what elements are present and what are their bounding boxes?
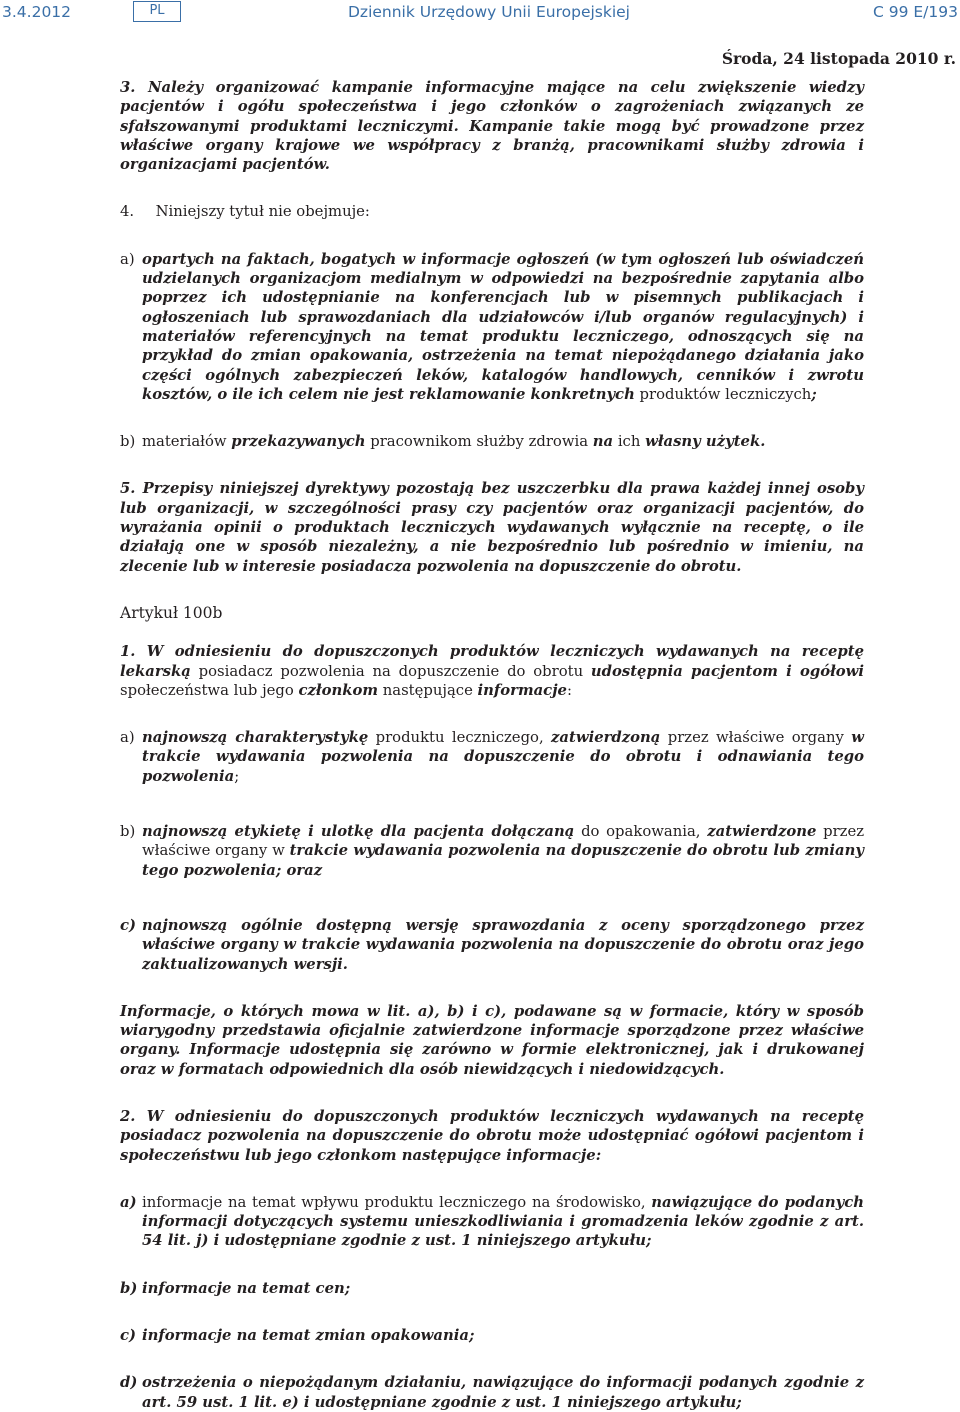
article-paragraph-2: 2. W odniesieniu do dopuszczonych produktów leczniczych wydawanych na receptę posiadacz pozwolenia na dopuszczenie do obrotu może udostępniać ogółowi pacjentom i społeczeństwu lub jego członkom następujące informacje: [120,1107,864,1164]
item-a-end: ; [811,385,817,403]
article-item-a [120,728,864,786]
p2-item-a [120,1193,864,1251]
paragraph-4-text: Niniejszy tytuł nie obejmuje: [155,203,370,221]
art-a-part: zatwierdzoną [551,729,661,747]
art-p1-part: W odniesieniu do dopuszczonych produktów leczniczych wydawanych na receptę lekarską [120,643,864,680]
item-label: b) [120,433,136,451]
item-b-part: własny użytek. [645,433,766,451]
art-p1-part: następujące [378,681,478,699]
paragraph-4-item-b [120,432,864,451]
item-a-bold: opartych na faktach, bogatych w informacje ogłoszeń (w tym ogłoszeń lub oświadczeń udzielanych organizacjom medialnym w odpowiedzi na bezpośrednie zapytania albo poprzez ich udostępnianie na konferencjach lub w pisemnych publikacjach i ogłoszeniach lub sprawozdaniach dla udziałowców i/lub organów regulacyjnych) i materiałów referencyjnych na temat produktu leczniczego, odnoszących się na przykład do zmian opakowania, ostrzeżenia na temat niepożądanego działania jako części ogólnych zabezpieczeń leków, katalogów handlowych, cenników i zwrotu kosztów, o ile ich celem nie jest reklamowanie konkretnych [142,250,864,403]
journal-title: Dziennik Urzędowy Unii Europejskiej [348,3,630,21]
article-paragraph-1 [120,642,864,700]
art-p1-number: 1. [120,643,136,661]
art-a-part: w trakcie wydawania pozwolenia na dopuszczenie do obrotu i odnawiania tego pozwolenia [142,729,864,785]
art-c-text: najnowszą ogólnie dostępną wersję sprawozdania z oceny sporządzonego przez właściwe organy w trakcie wydawania pozwolenia na dopuszczenie do obrotu oraz jego zaktualizowanych wersji. [142,916,864,973]
item-label: c) [120,916,137,934]
art-b-part: do opakowania, [574,823,708,841]
p2-a-part: nawiązujące do podanych informacji dotyczących systemu unieszkodliwiania i gromadzenia leków zgodnie z art. 54 lit. j) i udostępniane zgodnie z ust. 1 niniejszego artykułu; [142,1193,864,1250]
art-a-part: najnowszą charakterystykę [142,729,369,747]
article-item-b [120,822,864,880]
header-date: 3.4.2012 [2,3,72,21]
art-a-part: przez właściwe organy [660,729,852,747]
paragraph-4-intro [120,202,864,221]
p2-item-c [120,1326,864,1345]
item-b-part: przekazywanych [231,433,366,451]
item-label: a) [120,729,135,747]
item-a-plain: produktów leczniczych [634,385,812,403]
paragraph-3: 3. Należy organizować kampanie informacyjne mające na celu zwiększenie wiedzy pacjentów i ogółu społeczeństwa i jego członków o zagrożeniach związanych ze sfałszowanymi produktami leczniczymi. Kampanie takie mogą być prowadzone przez właściwe organy krajowe we współpracy z branżą, pracownikami służby zdrowia i organizacjami pacjentów. [120,79,864,174]
art-p1-part: : [566,681,572,699]
item-b-part: materiałów [142,433,232,451]
p2-c-text: informacje na temat zmian opakowania; [142,1327,475,1345]
article-title: Artykuł 100b [120,603,223,622]
art-b-part: najnowszą etykietę i ulotkę dla pacjenta dołączaną [142,823,575,841]
art-b-part: trakcie wydawania pozwolenia na dopuszczenie do obrotu lub zmiany tego pozwolenia; oraz [142,842,864,879]
item-label: d) [120,1374,138,1392]
art-p1-part: udostępnia pacjentom i ogółowi [590,662,865,680]
item-b-part: pracownikom służby zdrowia [365,433,593,451]
article-item-c [120,916,864,974]
item-label: c) [120,1327,137,1345]
p2-item-b [120,1279,864,1298]
information-paragraph: Informacje, o których mowa w lit. a), b) i c), podawane są w formacie, który w sposób wiarygodny przedstawia oficjalnie zatwierdzone informacje sporządzone przez właściwe organy. Informacje udostępnia się zarówno w formie elektronicznej, jak i drukowanej oraz w formatach odpowiednich dla osób niewidzących i niedowidzących. [120,1002,864,1078]
art-b-part: zatwierdzone [707,823,817,841]
art-p1-part: społeczeństwa lub jego [120,681,299,699]
item-label: b) [120,823,136,841]
art-a-part: ; [234,767,240,785]
item-b-part: na [592,433,614,451]
p2-d-text: ostrzeżenia o niepożądanym działaniu, nawiązujące do informacji podanych zgodnie z art. 59 ust. 1 lit. e) i udostępniane zgodnie z ust. 1 niniejszego artykułu; [142,1374,864,1411]
journal-header [0,0,960,30]
p2-b-text: informacje na temat cen; [142,1279,351,1297]
item-b-part: ich [613,433,646,451]
art-p1-part: informacje [477,681,567,699]
paragraph-4-item-a [120,250,864,404]
paragraph-4-number: 4. [120,203,135,221]
page-reference: C 99 E/193 [872,3,958,21]
item-label: a) [120,250,135,268]
art-p1-part: posiadacz pozwolenia na dopuszczenie do obrotu [190,662,591,680]
item-label: a) [120,1193,137,1211]
sitting-date: Środa, 24 listopada 2010 r. [721,49,956,68]
item-label: b) [120,1279,138,1297]
document-body [120,78,864,1412]
art-a-part: produktu leczniczego, [368,729,552,747]
paragraph-5: 5. Przepisy niniejszej dyrektywy pozostają bez uszczerbku dla prawa każdej innej osoby lub organizacji, w szczególności prasy czy pacjentów oraz organizacji pacjentów, do wyrażania opinii o produktach leczniczych wydawanych wyłącznie na receptę, o ile działają one w sposób niezależny, a nie bezpośrednio lub pośrednio w imieniu, na zlecenie lub w interesie posiadacza pozwolenia na dopuszczenie do obrotu. [120,480,864,575]
art-p1-part: członkom [298,681,379,699]
p2-a-part: informacje na temat wpływu produktu leczniczego na środowisko, [142,1193,652,1211]
art-b-part: przez właściwe organy w [142,823,865,860]
language-box: PL [133,1,181,22]
